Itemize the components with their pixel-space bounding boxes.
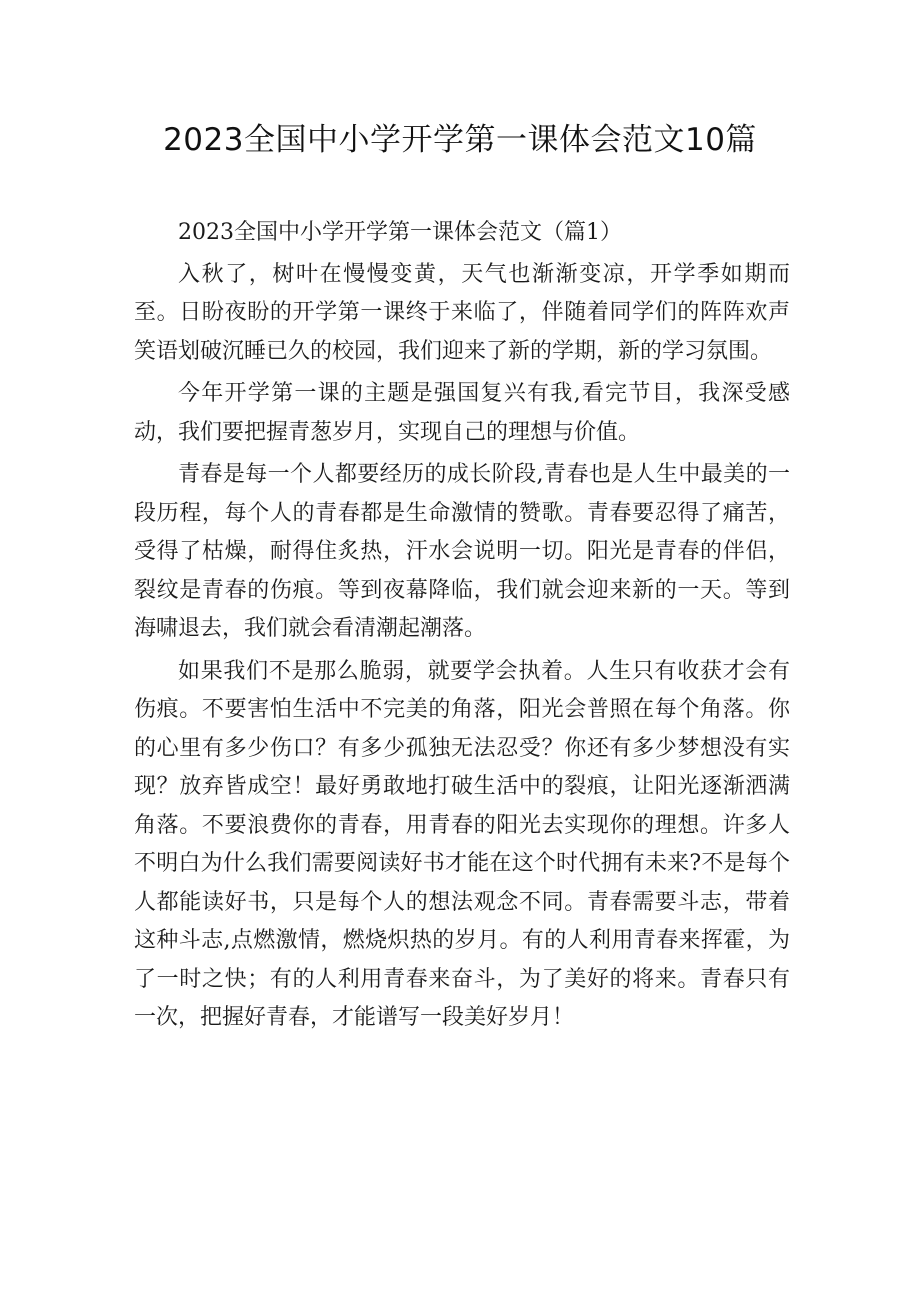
paragraph-3: 青春是每一个人都要经历的成长阶段,青春也是人生中最美的一段历程，每个人的青春都是生命激情的赞歌。青春要忍得了痛苦，受得了枯燥，耐得住炙热，汗水会说明一切。阳光是青春的伴侣，裂纹是青春的伤痕。等到夜幕降临，我们就会迎来新的一天。等到海啸退去，我们就会看清潮起潮落。 (134, 462, 790, 641)
paragraph-2: 今年开学第一课的主题是强国复兴有我,看完节目，我深受感动，我们要把握青葱岁月，实现自己的理想与价值。 (134, 381, 790, 445)
document-title: 2023全国中小学开学第一课体会范文10篇 (163, 122, 757, 158)
section-heading: 2023全国中小学开学第一课体会范文（篇1） (178, 220, 622, 245)
paragraph-1: 入秋了，树叶在慢慢变黄，天气也渐渐变凉，开学季如期而至。日盼夜盼的开学第一课终于来临了，伴随着同学们的阵阵欢声笑语划破沉睡已久的校园，我们迎来了新的学期，新的学习氛围。 (134, 261, 790, 364)
document-body (134, 214, 790, 1042)
paragraph-4: 如果我们不是那么脆弱，就要学会执着。人生只有收获才会有伤痕。不要害怕生活中不完美的角落，阳光会普照在每个角落。你的心里有多少伤口？有多少孤独无法忍受？你还有多少梦想没有实现？放弃皆成空！最好勇敢地打破生活中的裂痕，让阳光逐渐洒满角落。不要浪费你的青春，用青春的阳光去实现你的理想。许多人不明白为什么我们需要阅读好书才能在这个时代拥有未来?不是每个人都能读好书，只是每个人的想法观念不同。青春需要斗志，带着这种斗志,点燃激情，燃烧炽热的岁月。有的人利用青春来挥霍，为了一时之快；有的人利用青春来奋斗，为了美好的将来。青春只有一次，把握好青春，才能谱写一段美好岁月！ (134, 658, 790, 1030)
